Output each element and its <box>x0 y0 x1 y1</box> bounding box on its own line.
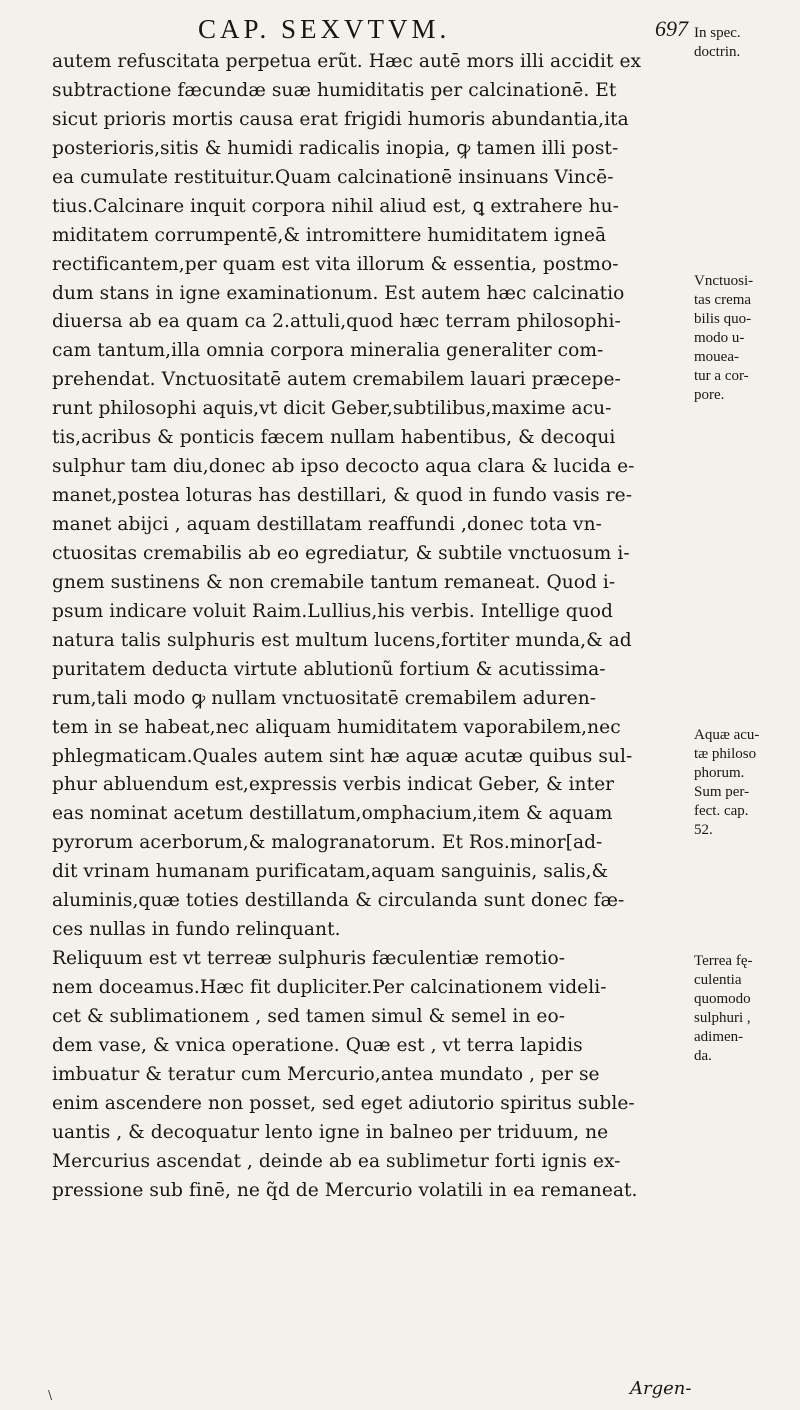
text-line: pyrorum acerborum,& malogranatorum. Et Ros.minor[ad- <box>52 832 603 854</box>
text-line: ces nullas in fundo relinquant. <box>52 919 341 941</box>
text-line: manet abijci , aquam destillatam reaffundi ,donec tota vn- <box>52 514 602 535</box>
margin-note <box>694 24 794 62</box>
running-head: CAP. SEXVTVM. <box>198 14 451 44</box>
margin-note-line: quomodo <box>694 991 751 1007</box>
margin-note-line: sulphuri , <box>694 1010 751 1026</box>
text-line: phur abluendum est,expressis verbis indicat Geber, & inter <box>52 774 615 796</box>
text-line: tius.Calcinare inquit corpora nihil aliud est, ꝗ extrahere hu- <box>52 195 620 217</box>
margin-note-line: mouea- <box>694 349 739 365</box>
stray-mark: \ <box>48 1388 53 1402</box>
margin-note-line: Aquæ acu- <box>694 727 760 743</box>
margin-note-line: 52. <box>694 822 713 838</box>
margin-note-line: tas crema <box>694 292 752 308</box>
margin-note-line: modo u- <box>694 330 745 346</box>
text-line: uantis , & decoquatur lento igne in balneo per triduum, ne <box>52 1121 609 1143</box>
margin-note-line: culentia <box>694 972 742 988</box>
margin-note <box>694 272 794 405</box>
text-line: diuersa ab ea quam ca 2.attuli,quod hæc terram philosophi- <box>52 311 621 333</box>
text-line: posterioris,sitis & humidi radicalis inopia, ꝙ tamen illi post- <box>52 137 619 159</box>
text-line: enim ascendere non posset, sed eget adiutorio spiritus suble- <box>52 1092 635 1114</box>
page-header <box>128 6 688 50</box>
text-line: runt philosophi aquis,vt dicit Geber,subtilibus,maxime acu- <box>52 398 612 420</box>
margin-note-line: tur a cor- <box>694 368 749 384</box>
text-line: sicut prioris mortis causa erat frigidi humoris abundantia,ita <box>52 108 629 130</box>
text-line: rum,tali modo ꝙ nullam vnctuositatē cremabilem aduren- <box>52 687 597 709</box>
text-line: Reliquum est vt terreæ sulphuris fæculentiæ remotio- <box>52 948 566 970</box>
page-number: 697 <box>655 16 688 41</box>
text-line: pressione sub finē, ne q̃d de Mercurio volatili in ea remaneat. <box>52 1179 638 1201</box>
main-text-column <box>52 48 692 1206</box>
text-line: tis,acribus & ponticis fæcem nullam habentibus, & decoqui <box>52 427 616 449</box>
text-line: psum indicare voluit Raim.Lullius,his verbis. Intellige quod <box>52 600 613 622</box>
margin-note-line: Sum per- <box>694 784 750 800</box>
margin-note-line: adimen- <box>694 1029 744 1045</box>
margin-note-line: phorum. <box>694 765 745 781</box>
text-line: dit vrinam humanam purificatam,aquam sanguinis, salis,& <box>52 861 609 883</box>
margin-note-line: bilis quo- <box>694 311 752 327</box>
text-line: tem in se habeat,nec aliquam humiditatem vaporabilem,nec <box>52 716 621 738</box>
text-line: eas nominat acetum destillatum,omphacium,item & aquam <box>52 803 613 825</box>
catchword: Argen- <box>630 1378 692 1399</box>
margin-note-line: In spec. <box>694 25 741 41</box>
text-line: sulphur tam diu,donec ab ipso decocto aqua clara & lucida e- <box>52 456 635 478</box>
text-line: aluminis,quæ toties destillanda & circulanda sunt donec fæ- <box>52 890 625 912</box>
margin-note-line: fect. cap. <box>694 803 749 819</box>
text-line: dem vase, & vnica operatione. Quæ est , vt terra lapidis <box>52 1034 583 1056</box>
text-line: imbuatur & teratur cum Mercurio,antea mundato , per se <box>52 1063 600 1085</box>
text-line: phlegmaticam.Quales autem sint hæ aquæ acutæ quibus sul- <box>52 745 633 767</box>
text-line: cam tantum,illa omnia corpora mineralia generaliter com- <box>52 340 604 362</box>
text-line: rectificantem,per quam est vita illorum & essentia, postmo- <box>52 253 619 275</box>
margin-note <box>694 952 794 1066</box>
margin-note-line: pore. <box>694 387 725 403</box>
text-line: ea cumulate restituitur.Quam calcinationē insinuans Vincē- <box>52 166 614 188</box>
text-line: subtractione fæcundæ suæ humiditatis per calcinationē. Et <box>52 79 617 101</box>
margin-note-line: tæ philoso <box>694 746 757 762</box>
margin-note-line: Terrea fę- <box>694 953 753 969</box>
margin-note-line: Vnctuosi- <box>694 273 754 289</box>
text-line: nem doceamus.Hæc fit dupliciter.Per calcinationem videli- <box>52 977 607 998</box>
text-line: manet,postea loturas has destillari, & quod in fundo vasis re- <box>52 485 633 507</box>
text-line: miditatem corrumpentē,& intromittere humiditatem igneā <box>52 224 607 246</box>
margin-note-line: doctrin. <box>694 44 741 60</box>
text-line: autem refuscitata perpetua erũt. Hæc autē mors illi accidit ex <box>52 51 642 72</box>
text-line: gnem sustinens & non cremabile tantum remaneat. Quod i- <box>52 571 616 593</box>
text-line: dum stans in igne examinationum. Est autem hæc calcinatio <box>52 282 625 304</box>
margin-note-line: da. <box>694 1048 712 1064</box>
margin-note <box>694 726 794 840</box>
text-line: prehendat. Vnctuositatē autem cremabilem lauari præcepe- <box>52 369 621 391</box>
text-line: ctuositas cremabilis ab eo egrediatur, & subtile vnctuosum i- <box>52 542 630 564</box>
text-line: puritatem deducta virtute ablutionũ fortium & acutissima- <box>52 658 606 680</box>
text-line: cet & sublimationem , sed tamen simul & semel in eo- <box>52 1005 566 1027</box>
text-line: natura talis sulphuris est multum lucens,fortiter munda,& ad <box>52 629 632 651</box>
text-line: Mercurius ascendat , deinde ab ea sublimetur forti ignis ex- <box>52 1150 621 1172</box>
